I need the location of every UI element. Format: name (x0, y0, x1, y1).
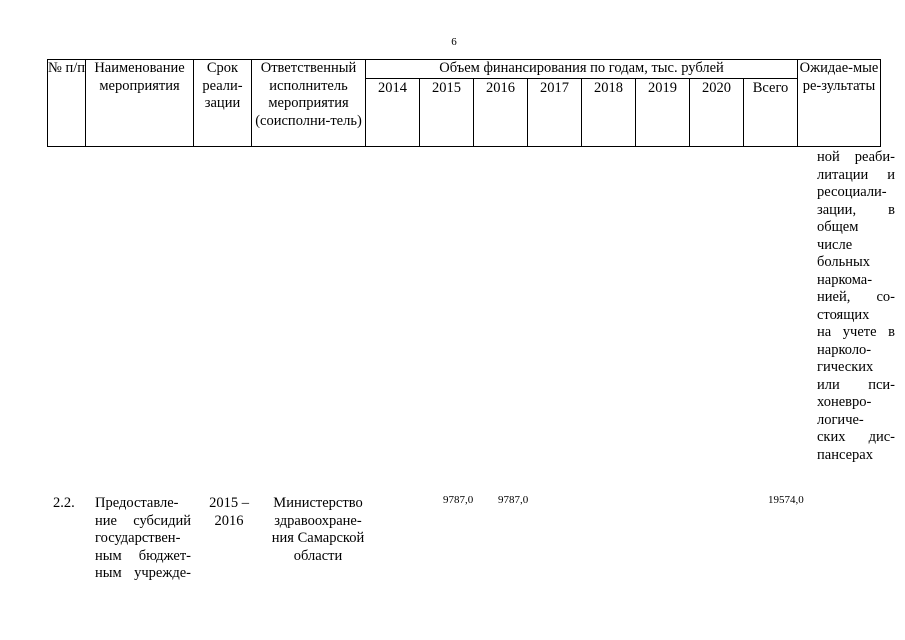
header-number: № п/п (48, 60, 86, 147)
results-line: общем (817, 219, 859, 235)
row-name-line: государствен- (95, 530, 181, 546)
row-period-line: 2015 – (209, 495, 249, 511)
results-line: хоневро- (817, 394, 872, 410)
header-period: Срок реали-зации (194, 60, 252, 147)
row-number: 2.2. (53, 495, 75, 511)
row-value-2016: 9787,0 (498, 494, 529, 506)
header-executor: Ответственный исполнитель мероприятия (соисполни-тель) (252, 60, 366, 147)
results-continuation (817, 149, 895, 464)
header-year-2017: 2017 (528, 78, 582, 146)
row-executor-line: Министерство (273, 495, 363, 511)
row-value-total: 19574,0 (768, 494, 804, 506)
row-name (95, 495, 191, 583)
results-line: пансерах (817, 446, 873, 463)
header-results: Ожидае-мые ре-зультаты (798, 60, 881, 147)
results-line: нарколо- (817, 341, 872, 358)
results-line: стоящих (817, 306, 870, 323)
row-name-line: ние субсидий (95, 512, 191, 529)
results-line: или пси- (817, 376, 895, 393)
row-period-line: 2016 (214, 512, 244, 529)
row-executor-line: здравоохране- (274, 512, 362, 529)
row-executor-line: ния Самарской (271, 530, 365, 546)
header-year-2015: 2015 (420, 78, 474, 146)
results-line: ной реаби- (817, 149, 895, 165)
table-header (47, 59, 881, 147)
results-line: ских дис- (817, 429, 895, 445)
header-name: Наименование мероприятия (86, 60, 194, 147)
header-year-2014: 2014 (366, 78, 420, 146)
results-line: гических (817, 359, 874, 375)
results-line: логиче- (817, 411, 864, 428)
results-line: на учете в (817, 324, 895, 340)
results-line: нией, со- (817, 289, 895, 305)
header-year-2018: 2018 (582, 78, 636, 146)
results-line: зации, в (817, 201, 895, 218)
header-funding-title: Объем финансирования по годам, тыс. рублей (366, 60, 798, 79)
header-year-total: Всего (744, 78, 798, 146)
header-year-2019: 2019 (636, 78, 690, 146)
row-name-line: Предоставле- (95, 495, 179, 511)
results-line: наркома- (817, 271, 873, 288)
results-line: литации и (817, 166, 895, 183)
row-executor-line: области (293, 547, 343, 564)
header-year-2016: 2016 (474, 78, 528, 146)
row-name-line: ным учрежде- (95, 565, 191, 581)
results-line: числе (817, 236, 853, 253)
results-line: больных (817, 254, 871, 270)
row-period (198, 495, 260, 530)
row-name-line: ным бюджет- (95, 547, 191, 564)
page-number: 6 (451, 36, 457, 48)
results-line: ресоциали- (817, 184, 887, 200)
row-executor (262, 495, 374, 565)
row-value-2015: 9787,0 (443, 494, 474, 506)
header-year-2020: 2020 (690, 78, 744, 146)
